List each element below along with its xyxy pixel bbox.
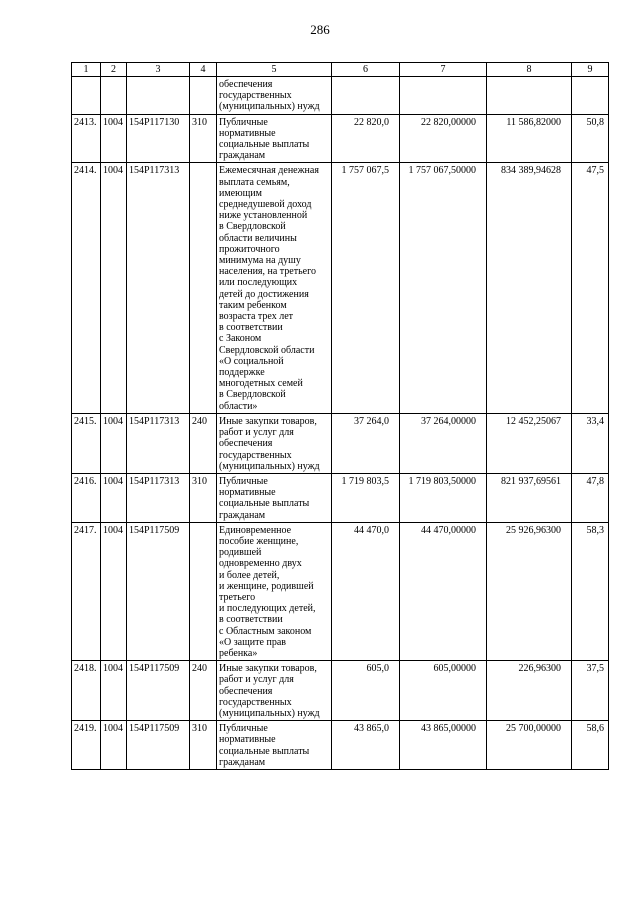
execution-percent-cell: 47,8 [572,473,609,522]
expense-type-cell: 310 [190,114,217,163]
execution-percent-cell: 50,8 [572,114,609,163]
approved-amount-cell [332,77,400,115]
executed-amount-cell: 12 452,25067 [487,413,572,473]
column-header: 2 [101,63,127,77]
section-code-cell: 1004 [101,163,127,413]
column-header: 4 [190,63,217,77]
section-code-cell: 1004 [101,413,127,473]
target-code-cell: 154P117130 [127,114,190,163]
executed-amount-cell: 11 586,82000 [487,114,572,163]
executed-amount-cell: 226,96300 [487,661,572,721]
table-row [72,163,609,413]
target-code-cell: 154P117509 [127,721,190,770]
target-code-cell [127,77,190,115]
execution-percent-cell: 33,4 [572,413,609,473]
item-name-cell: Иные закупки товаров, работ и услуг для обеспечения государственных (муниципальных) нужд [217,661,332,721]
row-number-cell: 2415. [72,413,101,473]
executed-amount-cell [487,77,572,115]
section-code-cell [101,77,127,115]
adjusted-amount-cell: 1 719 803,50000 [400,473,487,522]
row-number-cell: 2418. [72,661,101,721]
item-name-cell: Публичные нормативные социальные выплаты гражданам [217,721,332,770]
expense-type-cell: 240 [190,661,217,721]
row-number-cell: 2419. [72,721,101,770]
approved-amount-cell: 44 470,0 [332,522,400,660]
table-row [72,721,609,770]
executed-amount-cell: 821 937,69561 [487,473,572,522]
approved-amount-cell: 605,0 [332,661,400,721]
column-header: 5 [217,63,332,77]
adjusted-amount-cell: 43 865,00000 [400,721,487,770]
target-code-cell: 154P117313 [127,413,190,473]
target-code-cell: 154P117509 [127,661,190,721]
table-row [72,473,609,522]
section-code-cell: 1004 [101,473,127,522]
row-number-cell: 2413. [72,114,101,163]
row-number-cell [72,77,101,115]
approved-amount-cell: 43 865,0 [332,721,400,770]
section-code-cell: 1004 [101,661,127,721]
column-header: 7 [400,63,487,77]
approved-amount-cell: 37 264,0 [332,413,400,473]
execution-percent-cell: 47,5 [572,163,609,413]
expense-type-cell [190,522,217,660]
approved-amount-cell: 1 719 803,5 [332,473,400,522]
budget-table [71,62,609,770]
target-code-cell: 154P117509 [127,522,190,660]
target-code-cell: 154P117313 [127,163,190,413]
table-row [72,661,609,721]
approved-amount-cell: 22 820,0 [332,114,400,163]
table-body [72,77,609,770]
expense-type-cell: 240 [190,413,217,473]
column-header: 8 [487,63,572,77]
column-header: 9 [572,63,609,77]
expense-type-cell: 310 [190,721,217,770]
adjusted-amount-cell: 22 820,00000 [400,114,487,163]
executed-amount-cell: 25 700,00000 [487,721,572,770]
table-row [72,114,609,163]
item-name-cell: Иные закупки товаров, работ и услуг для обеспечения государственных (муниципальных) нужд [217,413,332,473]
section-code-cell: 1004 [101,721,127,770]
table-row [72,77,609,115]
table-row [72,522,609,660]
column-header: 1 [72,63,101,77]
executed-amount-cell: 834 389,94628 [487,163,572,413]
row-number-cell: 2414. [72,163,101,413]
column-header: 3 [127,63,190,77]
adjusted-amount-cell [400,77,487,115]
execution-percent-cell: 58,6 [572,721,609,770]
item-name-cell: Публичные нормативные социальные выплаты гражданам [217,473,332,522]
page-number: 286 [310,22,330,37]
execution-percent-cell: 37,5 [572,661,609,721]
execution-percent-cell [572,77,609,115]
section-code-cell: 1004 [101,522,127,660]
target-code-cell: 154P117313 [127,473,190,522]
adjusted-amount-cell: 1 757 067,50000 [400,163,487,413]
header-row [72,63,609,77]
row-number-cell: 2417. [72,522,101,660]
expense-type-cell [190,163,217,413]
adjusted-amount-cell: 605,00000 [400,661,487,721]
item-name-cell: Публичные нормативные социальные выплаты гражданам [217,114,332,163]
table-row [72,413,609,473]
expense-type-cell: 310 [190,473,217,522]
approved-amount-cell: 1 757 067,5 [332,163,400,413]
expense-type-cell [190,77,217,115]
item-name-cell: Единовременное пособие женщине, родившей одновременно двух и более детей, и женщине, родившей третьего и последующих детей, в соответствии с Областным законом «О защите прав ребенка» [217,522,332,660]
column-header: 6 [332,63,400,77]
adjusted-amount-cell: 37 264,00000 [400,413,487,473]
item-name-cell: обеспечения государственных (муниципальных) нужд [217,77,332,115]
execution-percent-cell: 58,3 [572,522,609,660]
executed-amount-cell: 25 926,96300 [487,522,572,660]
adjusted-amount-cell: 44 470,00000 [400,522,487,660]
section-code-cell: 1004 [101,114,127,163]
item-name-cell: Ежемесячная денежная выплата семьям, имеющим среднедушевой доход ниже установленной в Свердловской области величины прожиточного минимума на душу населения, на третьего или последующих детей до достижения таким ребенком возраста трех лет в соответствии с Законом Свердловской области «О социальной поддержке многодетных семей в Свердловской области» [217,163,332,413]
row-number-cell: 2416. [72,473,101,522]
